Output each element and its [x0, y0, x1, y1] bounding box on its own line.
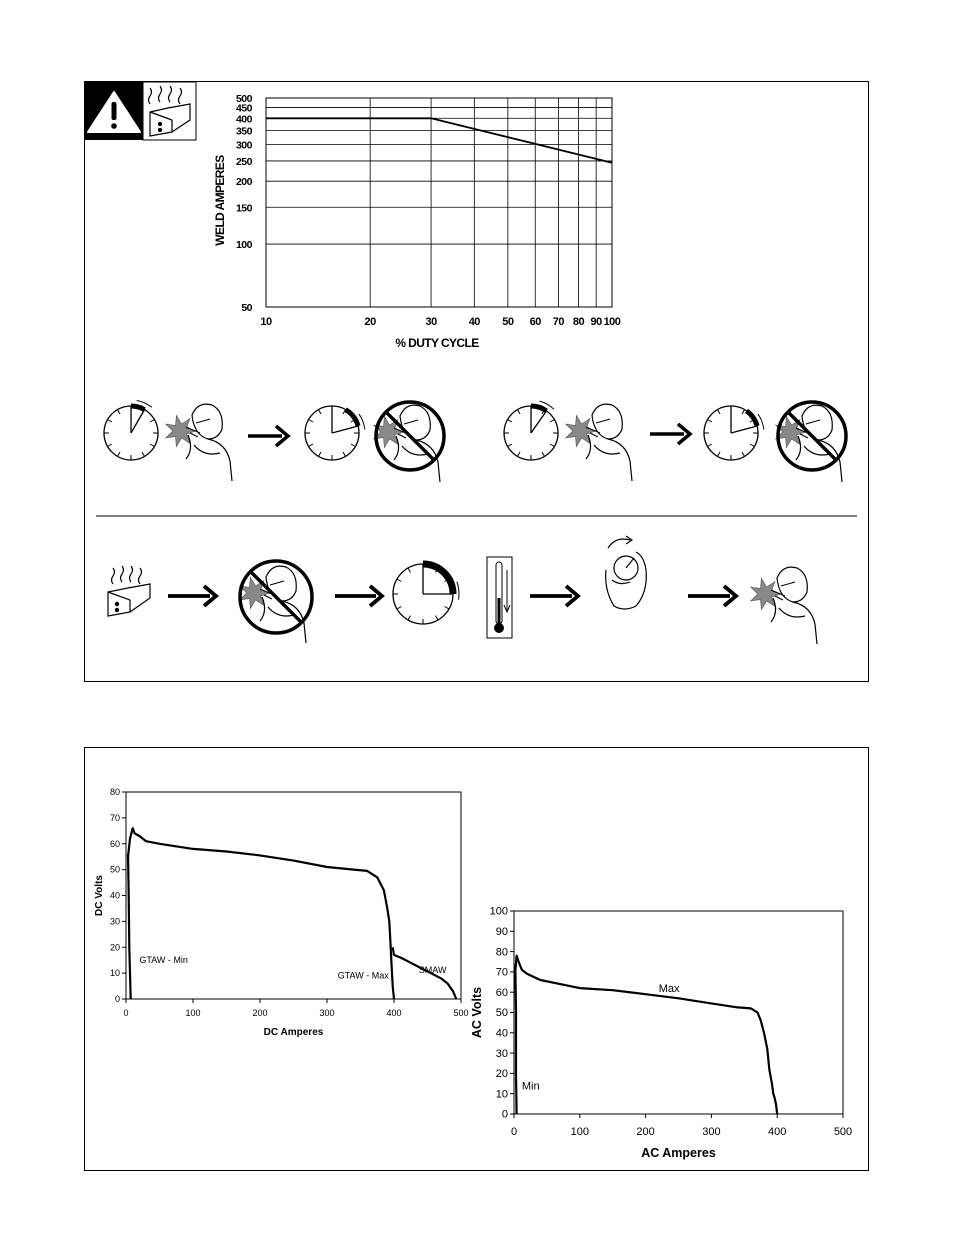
y-tick-label: 30	[109, 916, 120, 927]
x-tick-label: 30	[425, 316, 437, 328]
x-tick-label: 80	[572, 316, 585, 328]
y-tick-label: 70	[495, 966, 508, 979]
y-tick-label: 70	[109, 812, 120, 823]
x-tick-label: 50	[502, 316, 514, 328]
series-annotation: SMAW	[418, 965, 447, 976]
x-tick-label: 90	[590, 316, 602, 328]
x-tick-label: 300	[702, 1126, 721, 1138]
x-tick-label: 200	[252, 1008, 268, 1018]
x-tick-label: 100	[603, 316, 621, 328]
series-line	[128, 854, 131, 999]
x-tick-label: 100	[185, 1008, 201, 1018]
y-tick-label: 0	[501, 1108, 508, 1121]
y-tick-label: 300	[235, 139, 252, 152]
series-annotation: Min	[521, 1080, 540, 1093]
y-tick-label: 250	[235, 155, 252, 168]
x-tick-label: 500	[833, 1126, 853, 1138]
y-axis-label: WELD AMPERES	[213, 155, 227, 246]
y-tick-label: 50	[495, 1007, 508, 1020]
plot-frame	[514, 911, 843, 1114]
x-tick-label: 100	[570, 1126, 589, 1138]
y-tick-label: 50	[109, 864, 120, 875]
y-tick-label: 500	[235, 93, 252, 105]
y-tick-label: 50	[241, 302, 252, 314]
y-tick-label: 0	[114, 994, 120, 1004]
x-tick-label: 10	[260, 316, 272, 328]
y-tick-label: 60	[109, 838, 120, 849]
y-tick-label: 450	[235, 102, 252, 115]
x-tick-label: 300	[319, 1008, 335, 1018]
y-axis-label: DC Volts	[94, 875, 105, 916]
y-tick-label: 200	[235, 176, 252, 189]
x-axis-label: DC Amperes	[263, 1027, 324, 1038]
x-tick-label: 200	[636, 1126, 655, 1138]
y-tick-label: 400	[235, 113, 252, 126]
x-tick-label: 70	[552, 316, 565, 328]
y-tick-label: 20	[109, 942, 120, 953]
y-tick-label: 30	[495, 1047, 508, 1060]
x-tick-label: 0	[510, 1126, 518, 1138]
y-tick-label: 90	[495, 925, 508, 938]
y-tick-label: 100	[489, 905, 508, 918]
ac-volt-amp-chart	[470, 906, 852, 1160]
x-tick-label: 500	[453, 1008, 469, 1018]
x-tick-label: 0	[123, 1008, 129, 1018]
y-tick-label: 10	[109, 968, 120, 979]
y-tick-label: 350	[235, 125, 252, 138]
y-axis-label: AC Volts	[470, 986, 484, 1039]
y-tick-label: 40	[495, 1027, 508, 1040]
x-tick-label: 40	[468, 316, 480, 328]
plot-frame	[126, 792, 461, 999]
series-annotation: GTAW - Max	[337, 970, 389, 981]
y-tick-label: 20	[495, 1068, 508, 1081]
x-tick-label: 400	[768, 1126, 787, 1138]
x-axis-label: % DUTY CYCLE	[395, 336, 479, 350]
dc-volt-amp-chart	[94, 787, 469, 1038]
x-tick-label: 20	[364, 316, 376, 328]
y-tick-label: 40	[109, 890, 120, 901]
y-tick-label: 80	[109, 787, 120, 797]
y-tick-label: 100	[235, 239, 252, 252]
x-axis-label: AC Amperes	[641, 1146, 716, 1160]
series-annotation: GTAW - Min	[139, 954, 188, 965]
series-line	[515, 966, 516, 1114]
series-annotation: Max	[658, 983, 680, 996]
x-tick-label: 400	[386, 1008, 402, 1018]
y-tick-label: 10	[495, 1088, 508, 1101]
y-tick-label: 80	[495, 946, 508, 959]
series-line	[515, 956, 777, 1114]
y-tick-label: 60	[495, 986, 508, 999]
x-tick-label: 60	[529, 316, 541, 328]
y-tick-label: 150	[235, 202, 252, 215]
